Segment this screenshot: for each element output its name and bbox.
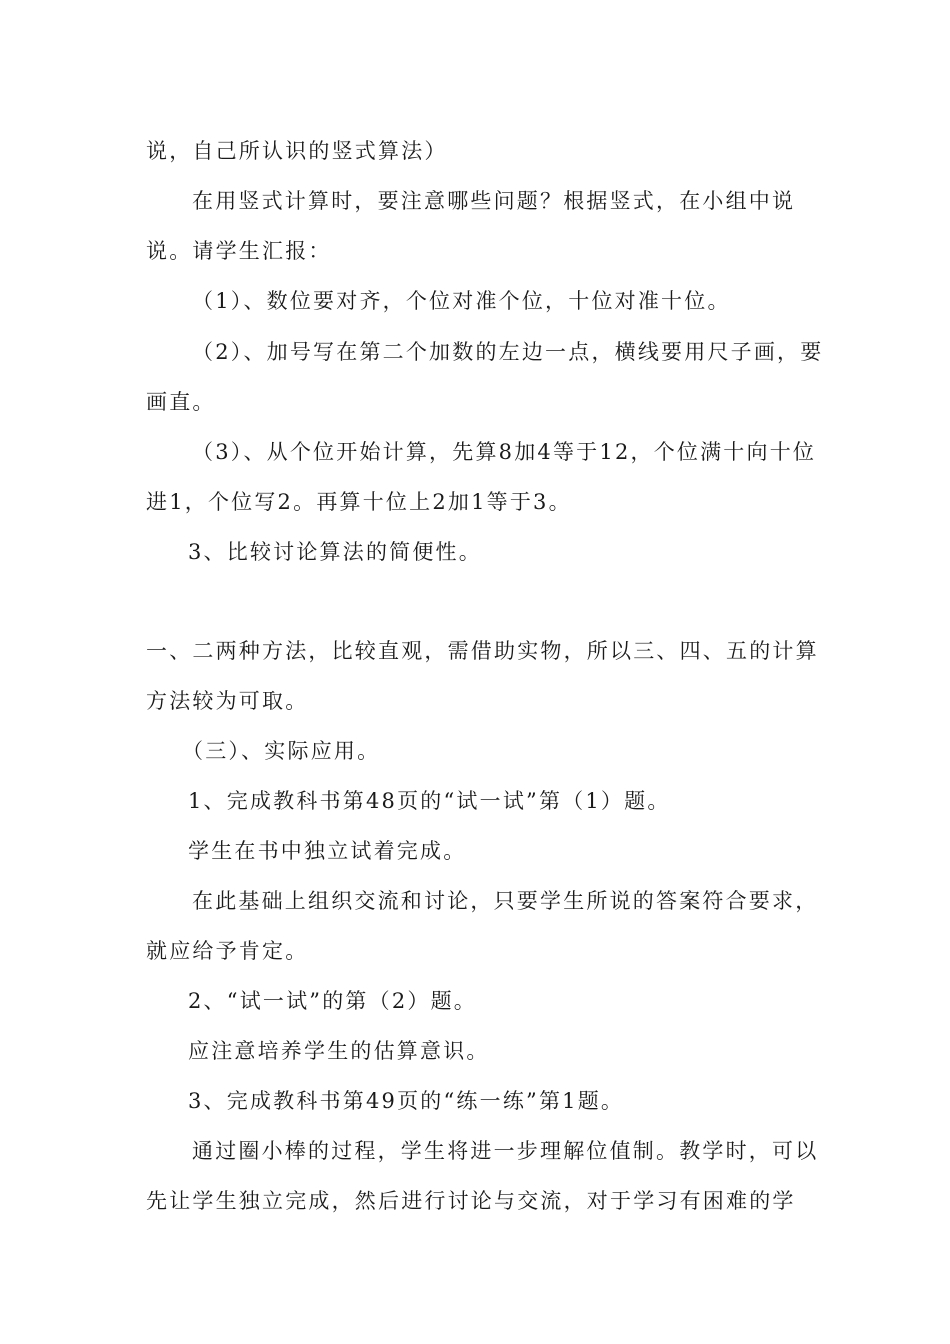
text-line: 进1，个位写2。再算十位上2加1等于3。 bbox=[146, 490, 572, 514]
text-line: （1）、数位要对齐，个位对准个位，十位对准十位。 bbox=[192, 289, 731, 313]
text-line: 先让学生独立完成，然后进行讨论与交流，对于学习有困难的学 bbox=[146, 1189, 796, 1213]
text-line: 3、完成教科书第49页的“练一练”第1题。 bbox=[188, 1089, 625, 1113]
text-line: 通过圈小棒的过程，学生将进一步理解位值制。教学时，可以 bbox=[192, 1139, 819, 1163]
text-line: （三）、实际应用。 bbox=[182, 739, 381, 763]
text-line: 在用竖式计算时，要注意哪些问题？根据竖式，在小组中说 bbox=[192, 189, 796, 213]
text-line: 3、比较讨论算法的简便性。 bbox=[188, 540, 482, 564]
text-line: 应注意培养学生的估算意识。 bbox=[188, 1039, 490, 1063]
text-line: 1、完成教科书第48页的“试一试”第（1）题。 bbox=[188, 789, 671, 813]
text-line: 方法较为可取。 bbox=[146, 689, 309, 713]
text-line: 就应给予肯定。 bbox=[146, 939, 309, 963]
text-line: 一、二两种方法，比较直观，需借助实物，所以三、四、五的计算 bbox=[146, 639, 819, 663]
text-line: 在此基础上组织交流和讨论，只要学生所说的答案符合要求， bbox=[192, 889, 819, 913]
text-line: （2）、加号写在第二个加数的左边一点，横线要用尺子画，要 bbox=[192, 340, 824, 364]
text-line: 学生在书中独立试着完成。 bbox=[188, 839, 467, 863]
text-line: 说。请学生汇报： bbox=[146, 239, 332, 263]
text-line: 画直。 bbox=[146, 390, 216, 414]
text-line: 说，自己所认识的竖式算法） bbox=[146, 139, 448, 163]
text-line: 2、“试一试”的第（2）题。 bbox=[188, 989, 477, 1013]
text-line: （3）、从个位开始计算，先算8加4等于12，个位满十向十位 bbox=[192, 440, 817, 464]
